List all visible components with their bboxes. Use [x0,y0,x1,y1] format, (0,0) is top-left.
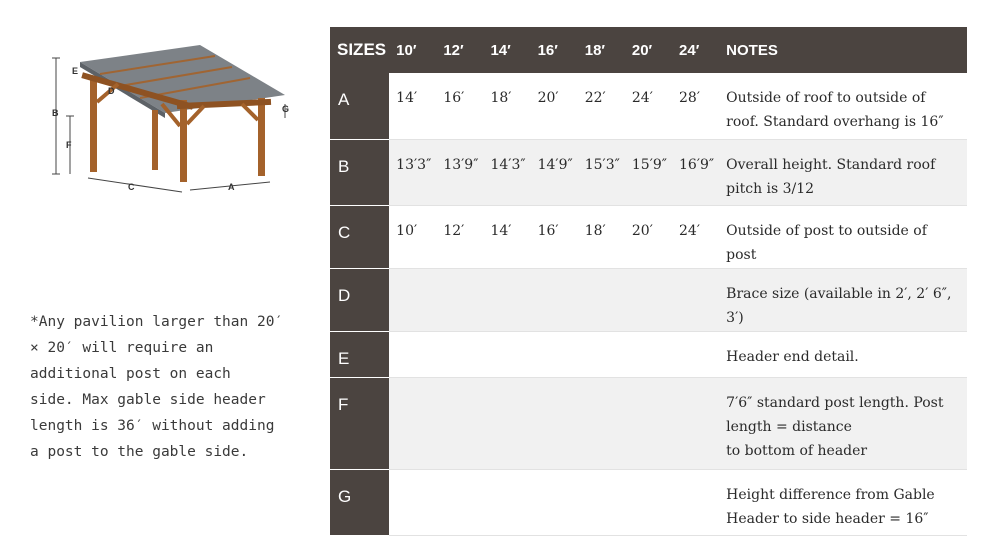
row-note: Outside of roof to outside of roof. Standard overhang is 16″ [719,73,967,139]
table-cell [625,469,672,535]
table-cell [578,268,625,331]
table-cell [389,331,436,377]
table-cell: 22′ [578,73,625,139]
table-cell [436,469,483,535]
table-cell [389,268,436,331]
table-cell [531,331,578,377]
table-row-a [330,73,967,139]
row-key: F [330,377,389,469]
table-cell [531,469,578,535]
row-key: C [330,205,389,268]
diagram-label-d: D [108,86,115,96]
table-cell: 15′9″ [625,139,672,205]
table-header-row [330,27,967,73]
table-cell: 10′ [389,205,436,268]
table-cell [672,268,719,331]
table-cell [672,331,719,377]
row-key: G [330,469,389,535]
table-cell: 14′ [483,205,530,268]
table-cell [578,377,625,469]
table-cell: 14′9″ [531,139,578,205]
table-row-b [330,139,967,205]
header-size-24: 24′ [672,27,719,73]
table-cell: 18′ [483,73,530,139]
diagram-label-e: E [72,66,79,76]
table-cell: 14′3″ [483,139,530,205]
diagram-label-b: B [52,108,59,118]
footnote: *Any pavilion larger than 20′ × 20′ will require an additional post on each side. Max gable side header length is 36′ without adding a post to the gable side. [30,314,284,460]
table-cell [531,268,578,331]
table-cell [625,331,672,377]
header-sizes: SIZES [330,27,389,73]
table-cell [483,268,530,331]
table-row-g [330,469,967,535]
diagram-label-g: G [282,104,290,114]
header-size-10: 10′ [389,27,436,73]
table-cell: 16′9″ [672,139,719,205]
table-cell: 24′ [672,205,719,268]
table-cell [578,469,625,535]
row-key: E [330,331,389,377]
header-size-16: 16′ [531,27,578,73]
header-size-14: 14′ [483,27,530,73]
size-spec-table [330,27,967,536]
table-cell [436,268,483,331]
table-row-f [330,377,967,469]
table-row-c [330,205,967,268]
table-cell: 28′ [672,73,719,139]
header-size-20: 20′ [625,27,672,73]
row-note: Overall height. Standard roof pitch is 3/12 [719,139,967,205]
table-cell [483,469,530,535]
table-cell [483,331,530,377]
row-note: Header end detail. [719,331,967,377]
row-note: Outside of post to outside of post [719,205,967,268]
pavilion-illustration [40,40,300,210]
table-cell [625,377,672,469]
table-cell: 16′ [436,73,483,139]
row-note: Brace size (available in 2′, 2′ 6″, 3′) [719,268,967,331]
table-cell [625,268,672,331]
table-cell [483,377,530,469]
table-cell [672,377,719,469]
row-key: D [330,268,389,331]
table-cell [389,377,436,469]
table-cell [436,377,483,469]
row-key: B [330,139,389,205]
table-cell [672,469,719,535]
pavilion-diagram [40,40,300,210]
table-row-e [330,331,967,377]
table-cell: 24′ [625,73,672,139]
diagram-label-a: A [228,182,235,192]
header-notes: NOTES [719,27,967,73]
table-cell: 16′ [531,205,578,268]
table-cell [436,331,483,377]
diagram-label-f: F [66,140,72,150]
row-key: A [330,73,389,139]
table-cell: 13′9″ [436,139,483,205]
table-cell: 18′ [578,205,625,268]
table-cell: 20′ [531,73,578,139]
header-size-12: 12′ [436,27,483,73]
table-cell: 15′3″ [578,139,625,205]
diagram-label-c: C [128,182,135,192]
row-note: 7′6″ standard post length. Post length = distance to bottom of header [719,377,967,469]
table-cell: 12′ [436,205,483,268]
table-row-d [330,268,967,331]
table-cell: 20′ [625,205,672,268]
row-note: Height difference from Gable Header to side header = 16″ [719,469,967,535]
table-cell [531,377,578,469]
header-size-18: 18′ [578,27,625,73]
table-cell: 14′ [389,73,436,139]
table-cell: 13′3″ [389,139,436,205]
table-cell [578,331,625,377]
table-cell [389,469,436,535]
